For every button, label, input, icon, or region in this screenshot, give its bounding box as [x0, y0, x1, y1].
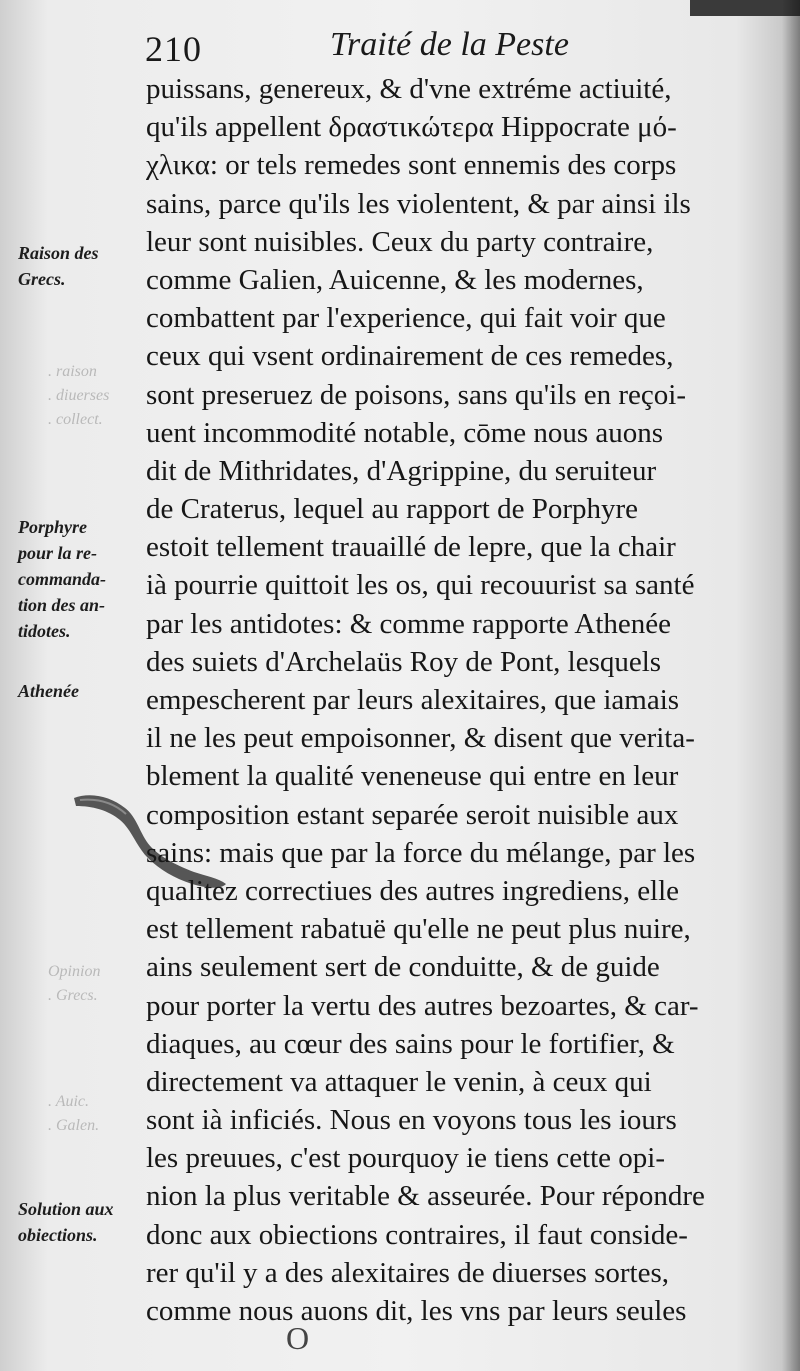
text-line: χλικα: or tels remedes sont ennemis des corps — [146, 149, 677, 182]
text-line: uent incommodité notable, cōme nous auons — [146, 416, 664, 449]
text-line: combattent par l'experience, qui fait voir que — [146, 302, 666, 335]
text-line: diaques, au cœur des sains pour le fortifier, & — [146, 1027, 675, 1060]
text-line: donc aux obiections contraires, il faut conside- — [146, 1218, 688, 1251]
bleed-through-text: Opinion . Grecs. — [48, 963, 101, 1004]
margin-note-line: obiections. — [18, 1225, 98, 1245]
margin-note-line: Solution aux — [18, 1199, 114, 1219]
text-line: sains: mais que par la force du mélange, par les — [146, 836, 696, 869]
text-line: puissans, genereux, & d'vne extréme actiuité, — [146, 73, 672, 105]
text-line: qu'ils appellent δραστικώτερα Hippocrate μό- — [146, 111, 677, 144]
margin-note-line: commanda- — [18, 569, 106, 589]
margin-note-solution — [18, 1196, 150, 1248]
text-line: ià pourrie quittoit les os, qui recouurist sa santé — [146, 569, 695, 602]
text-line: sont preseruez de poisons, sans qu'ils en reçoi- — [146, 378, 686, 411]
signature-mark: O — [286, 1320, 310, 1356]
text-line: estoit tellement trauaillé de lepre, que la chair — [146, 531, 676, 564]
margin-note-line: Grecs. — [18, 269, 66, 289]
text-line: qualitez correctiues des autres ingrediens, elle — [146, 874, 680, 907]
text-line: dit de Mithridates, d'Agrippine, du seruiteur — [146, 454, 657, 487]
body-text — [146, 70, 786, 1330]
text-line: pour porter la vertu des autres bezoartes, & car- — [146, 989, 699, 1022]
margin-note-porphyre — [18, 514, 150, 644]
text-line: composition estant separée seroit nuisible aux — [146, 798, 679, 831]
running-title: Traité de la Peste — [330, 26, 569, 63]
text-line: des suiets d'Archelaüs Roy de Pont, lesquels — [146, 645, 662, 678]
bleed-through-text: . raison . diuerses . collect. — [48, 363, 110, 428]
margin-note-raison — [18, 240, 150, 292]
text-line: directement va attaquer le venin, à ceux qui — [146, 1065, 652, 1098]
bleed-through-text: . Auic. . Galen. — [48, 1093, 100, 1134]
text-line: nion la plus veritable & asseurée. Pour répondre — [146, 1180, 705, 1213]
text-line: de Craterus, lequel au rapport de Porphyre — [146, 493, 639, 526]
text-line: est tellement rabatuë qu'elle ne peut plus nuire, — [146, 913, 691, 946]
text-line: les preuues, c'est pourquoy ie tiens cette opi- — [146, 1142, 666, 1175]
text-line: empescherent par leurs alexitaires, que iamais — [146, 684, 680, 716]
page-number: 210 — [145, 29, 202, 69]
margin-note-line: Athenée — [18, 681, 79, 701]
text-line: il ne les peut empoisonner, & disent que verita- — [146, 722, 695, 755]
text-line: leur sont nuisibles. Ceux du party contraire, — [146, 225, 654, 258]
margin-note-line: tidotes. — [18, 621, 71, 641]
margin-note-line: pour la re- — [18, 543, 98, 563]
text-line: sains, parce qu'ils les violentent, & par ainsi ils — [146, 187, 691, 220]
text-line: ains seulement sert de conduitte, & de guide — [146, 951, 660, 984]
text-line: blement la qualité veneneuse qui entre en leur — [146, 760, 679, 793]
text-line: comme Galien, Auicenne, & les modernes, — [146, 263, 644, 296]
text-line: par les antidotes: & comme rapporte Athenée — [146, 607, 672, 640]
text-line: ceux qui vsent ordinairement de ces remedes, — [146, 340, 674, 373]
text-line: rer qu'il y a des alexitaires de diuerses sortes, — [146, 1256, 670, 1289]
page-header — [0, 22, 800, 72]
margin-note-line: tion des an- — [18, 595, 106, 615]
margin-note-athenee — [18, 678, 150, 704]
text-line: sont ià inficiés. Nous en voyons tous les iours — [146, 1104, 677, 1137]
margin-note-line: Porphyre — [18, 517, 87, 537]
margin-note-line: Raison des — [18, 243, 99, 263]
text-line: comme nous auons dit, les vns par leurs seules — [146, 1295, 687, 1327]
